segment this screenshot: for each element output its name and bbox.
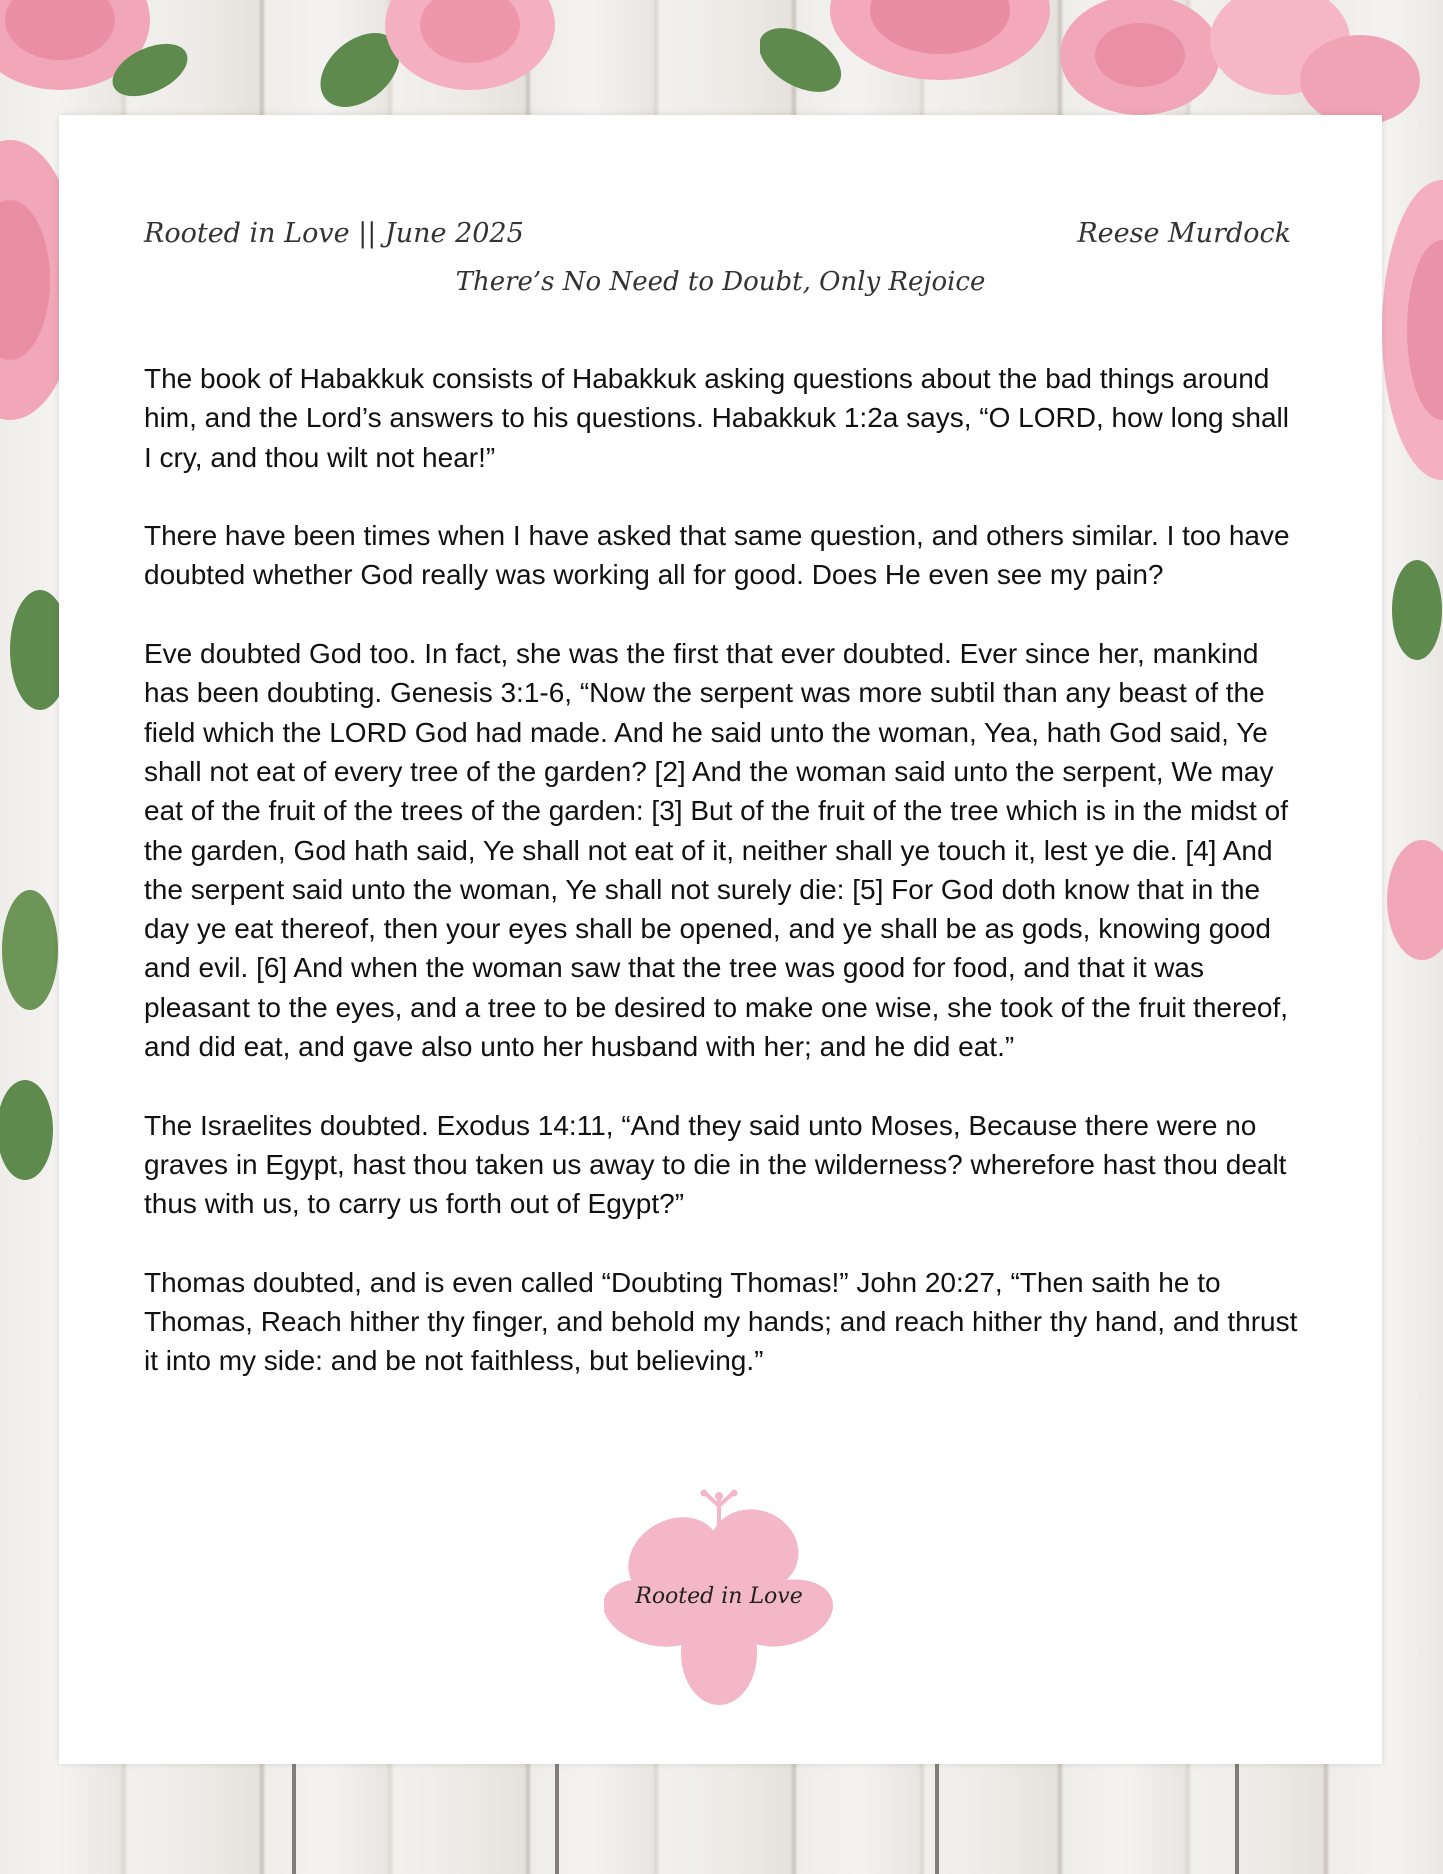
plank-gap: [935, 1764, 939, 1874]
author-name: Reese Murdock: [1077, 218, 1291, 249]
plank-gap: [555, 1764, 559, 1874]
paragraph: The Israelites doubted. Exodus 14:11, “And they said unto Moses, Because there were no graves in Egypt, hast thou taken us away to die in the wilderness? wherefore hast thou dealt thus with us, to carry us forth out of Egypt?”: [144, 1109, 1287, 1220]
paragraph: Eve doubted God too. In fact, she was the first that ever doubted. Ever since her, mankind has been doubting. Genesis 3:1-6, “Now the serpent was more subtil than any beast of the field which the LORD God had made. And he said unto the woman, Yea, hath God said, Ye shall not eat of every tree of the garden? [2] And the woman said unto the serpent, We may eat of the fruit of the trees of the garden: [3] But of the fruit of the tree which is in the midst of the garden, God hath said, Ye shall not eat of it, neither shall ye touch it, lest ye die. [4] And the serpent said unto the woman, Ye shall not surely die: [5] For God doth know that in the day ye eat thereof, then your eyes shall be opened, and ye shall be as gods, knowing good and evil. [6] And when the woman saw that the tree was good for food, and that it was pleasant to the eyes, and a tree to be desired to make one wise, she took of the fruit thereof, and did eat, and gave also unto her husband with her; and he did eat.”: [144, 638, 1289, 1063]
plank-gap: [1235, 1764, 1239, 1874]
rose-decoration-top-right: [760, 0, 1443, 130]
paragraph: There have been times when I have asked that same question, and others similar. I too have doubted whether God really was working all for good. Does He even see my pain?: [144, 520, 1290, 591]
article-title: There’s No Need to Doubt, Only Rejoice: [455, 267, 986, 297]
rose-decoration-right-side: [1382, 130, 1443, 1030]
rose-decoration-top-left: [0, 0, 560, 130]
rooted-in-love-logo: [604, 1488, 834, 1708]
paragraph: Thomas doubted, and is even called “Doubting Thomas!” John 20:27, “Then saith he to Thomas, Reach hither thy finger, and behold my hands; and reach hither thy hand, and thrust it into my side: and be not faithless, but believing.”: [144, 1266, 1298, 1377]
logo-text: Rooted in Love: [635, 1584, 803, 1609]
plank-gap: [292, 1764, 296, 1874]
newsletter-title: Rooted in Love || June 2025: [144, 218, 524, 249]
article-body: [144, 359, 1304, 1420]
devotional-page: [59, 115, 1382, 1764]
paragraph: The book of Habakkuk consists of Habakkuk asking questions about the bad things around him, and the Lord’s answers to his questions. Habakkuk 1:2a says, “O LORD, how long shall I cry, and thou wilt not hear!”: [144, 363, 1289, 473]
